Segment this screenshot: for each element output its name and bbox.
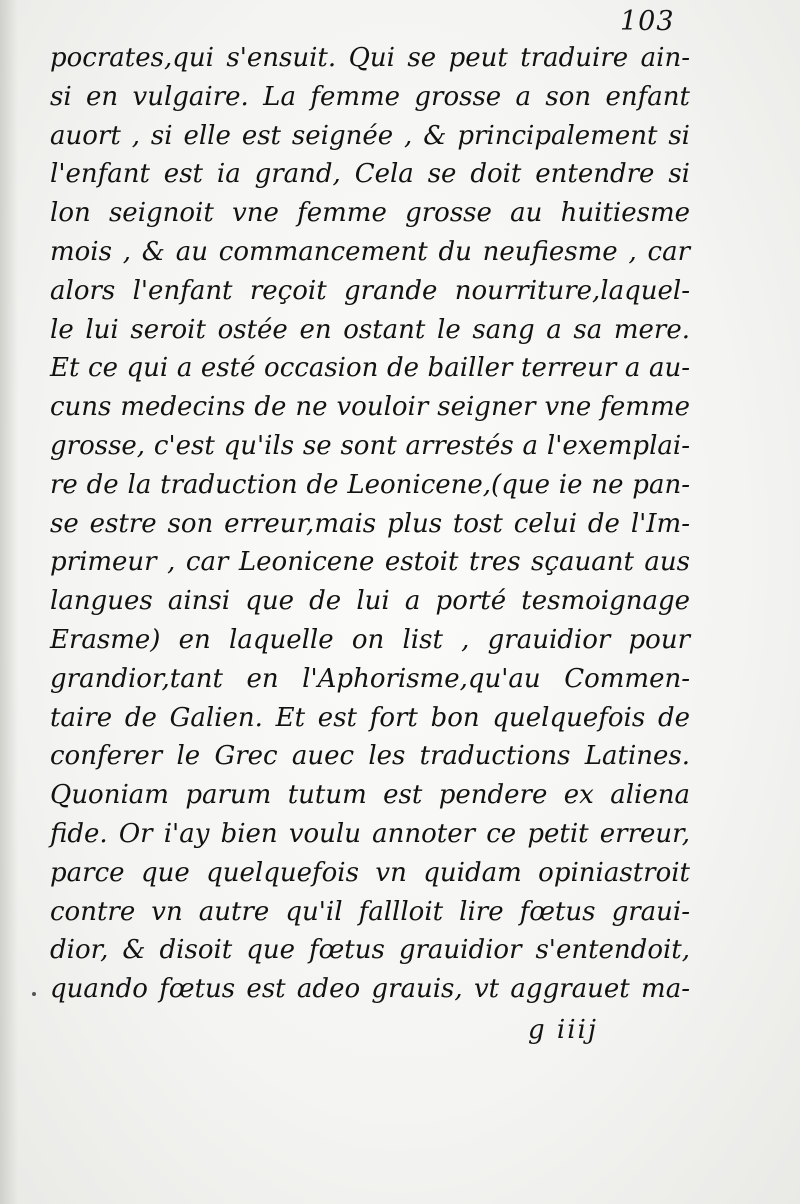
text-line: re de la traduction de Leonicene,(que ie ne pan- <box>50 469 690 500</box>
body-text <box>50 39 690 1009</box>
text-line: contre vn autre qu'il fallloit lire fœtus graui- <box>50 896 690 927</box>
text-line: primeur , car Leonicene estoit tres sçauant aus <box>50 547 690 578</box>
binding-shadow <box>0 0 18 1204</box>
text-line: fide. Or i'ay bien voulu annoter ce petit erreur, <box>50 818 690 849</box>
text-line: cuns medecins de ne vouloir seigner vne femme <box>50 392 690 423</box>
text-line: l'enfant est ia grand, Cela se doit entendre si <box>50 159 690 190</box>
text-line: parce que quelquefois vn quidam opiniastroit <box>50 857 690 888</box>
text-line: langues ainsi que de lui a porté tesmoignage <box>50 586 690 617</box>
signature-mark: g iiij <box>528 1015 598 1045</box>
text-line: Erasme) en laquelle on list , grauidior pour <box>50 624 690 655</box>
text-line: conferer le Grec auec les traductions Latines. <box>50 741 690 772</box>
page-number: 103 <box>620 6 675 37</box>
text-line: grandior,tant en l'Aphorisme,qu'au Commen- <box>50 663 690 694</box>
margin-ink-dot <box>32 992 36 996</box>
text-line: auort , si elle est seignée , & principalement si <box>50 120 690 151</box>
text-line: pocrates,qui s'ensuit. Qui se peut traduire ain- <box>50 43 690 73</box>
text-line: lon seignoit vne femme grosse au huitiesme <box>50 198 690 229</box>
text-line: dior, & disoit que fœtus grauidior s'entendoit, <box>50 935 690 966</box>
text-line: se estre son erreur,mais plus tost celui de l'Im- <box>50 508 690 539</box>
text-line: Quoniam parum tutum est pendere ex aliena <box>50 780 690 811</box>
text-line: alors l'enfant reçoit grande nourriture,laquel- <box>50 275 690 306</box>
text-line: le lui seroit ostée en ostant le sang a sa mere. <box>50 314 690 345</box>
text-line: quando fœtus est adeo grauis, vt aggrauet ma- <box>50 974 690 1005</box>
text-line: Et ce qui a esté occasion de bailler terreur a au- <box>50 353 690 384</box>
text-line: grosse, c'est qu'ils se sont arrestés a l'exemplai- <box>50 430 690 461</box>
text-line: taire de Galien. Et est fort bon quelquefois de <box>50 702 690 733</box>
text-line: si en vulgaire. La femme grosse a son enfant <box>50 81 690 112</box>
text-line: mois , & au commancement du neufiesme , car <box>50 236 690 267</box>
